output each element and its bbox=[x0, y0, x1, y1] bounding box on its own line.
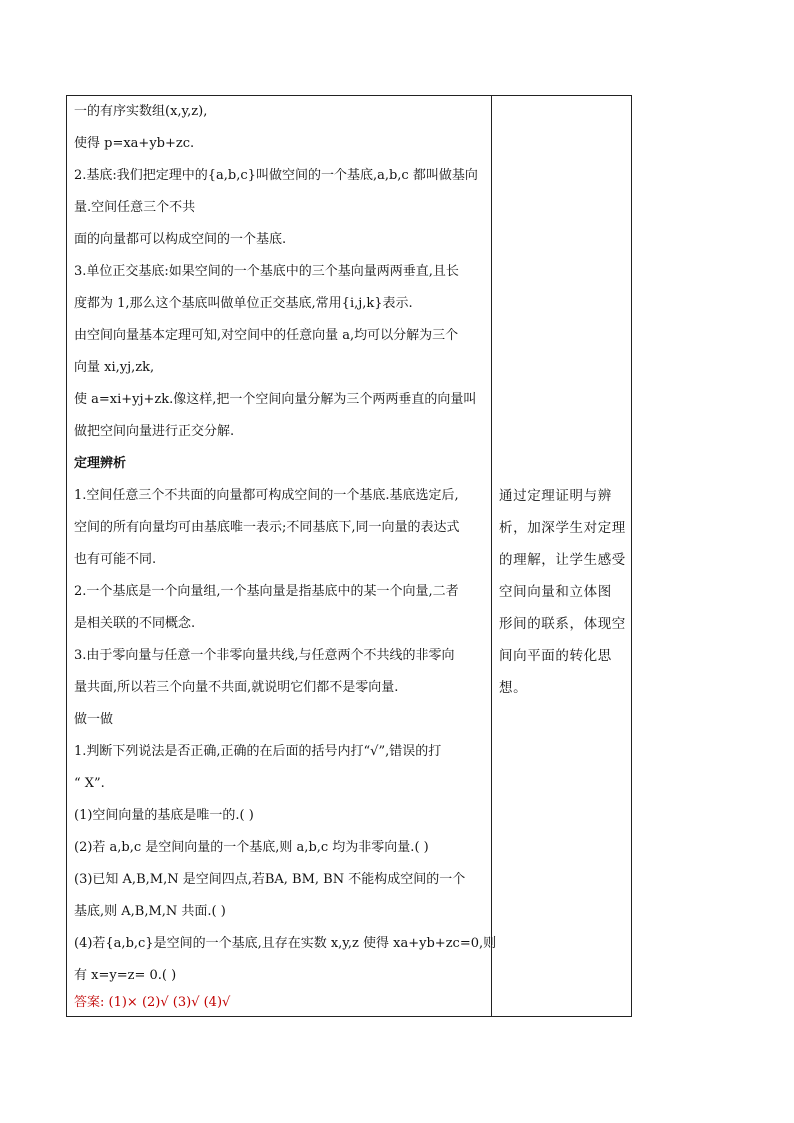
text-line: 使 a=xi+yj+zk.像这样,把一个空间向量分解为三个两两垂直的向量叫 bbox=[74, 392, 477, 407]
column-divider bbox=[491, 96, 492, 1016]
text-line: 是相关联的不同概念. bbox=[74, 616, 196, 631]
text-line: 面的向量都可以构成空间的一个基底. bbox=[74, 232, 287, 247]
note-line: 形间的联系，体现空 bbox=[499, 616, 626, 632]
content-table bbox=[66, 95, 632, 1017]
text-line: 1.空间任意三个不共面的向量都可构成空间的一个基底.基底选定后, bbox=[74, 488, 459, 503]
note-line: 通过定理证明与辨 bbox=[499, 488, 612, 504]
question-item: (3)已知 A,B,M,N 是空间四点,若BA, BM, BN 不能构成空间的一个 bbox=[74, 872, 466, 887]
text-line: 一的有序实数组(x,y,z), bbox=[74, 104, 208, 119]
text-line: 2.一个基底是一个向量组,一个基向量是指基底中的某一个向量,二者 bbox=[74, 584, 459, 599]
note-line: 空间向量和立体图 bbox=[499, 584, 612, 600]
text-line: 1.判断下列说法是否正确,正确的在后面的括号内打“√”,错误的打 bbox=[74, 744, 442, 759]
section-heading: 定理辨析 bbox=[74, 456, 127, 471]
text-line: 2.基底:我们把定理中的{a,b,c}叫做空间的一个基底,a,b,c 都叫做基向 bbox=[74, 168, 478, 183]
text-line: 度都为 1,那么这个基底叫做单位正交基底,常用{i,j,k}表示. bbox=[74, 296, 413, 311]
note-line: 想。 bbox=[499, 680, 528, 696]
text-line: 使得 p=xa+yb+zc. bbox=[74, 136, 195, 151]
text-line: 量共面,所以若三个向量不共面,就说明它们都不是零向量. bbox=[74, 680, 399, 695]
section-heading: 做一做 bbox=[74, 712, 114, 727]
text-line: 3.由于零向量与任意一个非零向量共线,与任意两个不共线的非零向 bbox=[74, 648, 455, 663]
note-line: 的理解，让学生感受 bbox=[499, 552, 626, 568]
question-item: (4)若{a,b,c}是空间的一个基底,且存在实数 x,y,z 使得 xa+yb+zc=0,则 bbox=[74, 936, 497, 951]
text-line: 3.单位正交基底:如果空间的一个基底中的三个基向量两两垂直,且长 bbox=[74, 264, 459, 279]
answer-line: 答案: (1)× (2)√ (3)√ (4)√ bbox=[74, 995, 231, 1010]
text-line: 做把空间向量进行正交分解. bbox=[74, 424, 235, 439]
question-item: 基底,则 A,B,M,N 共面.( ) bbox=[74, 904, 226, 919]
text-line: 由空间向量基本定理可知,对空间中的任意向量 a,均可以分解为三个 bbox=[74, 328, 459, 343]
question-item: (1)空间向量的基底是唯一的.( ) bbox=[74, 808, 254, 823]
question-item: 有 x=y=z= 0.( ) bbox=[74, 968, 177, 983]
question-item: (2)若 a,b,c 是空间向量的一个基底,则 a,b,c 均为非零向量.( ) bbox=[74, 840, 429, 855]
text-line: “ X”. bbox=[74, 776, 105, 791]
text-line: 量.空间任意三个不共 bbox=[74, 200, 196, 215]
note-line: 析，加深学生对定理 bbox=[499, 520, 626, 536]
text-line: 空间的所有向量均可由基底唯一表示;不同基底下,同一向量的表达式 bbox=[74, 520, 460, 535]
note-line: 间向平面的转化思 bbox=[499, 648, 612, 664]
text-line: 也有可能不同. bbox=[74, 552, 157, 567]
text-line: 向量 xi,yj,zk, bbox=[74, 360, 155, 375]
